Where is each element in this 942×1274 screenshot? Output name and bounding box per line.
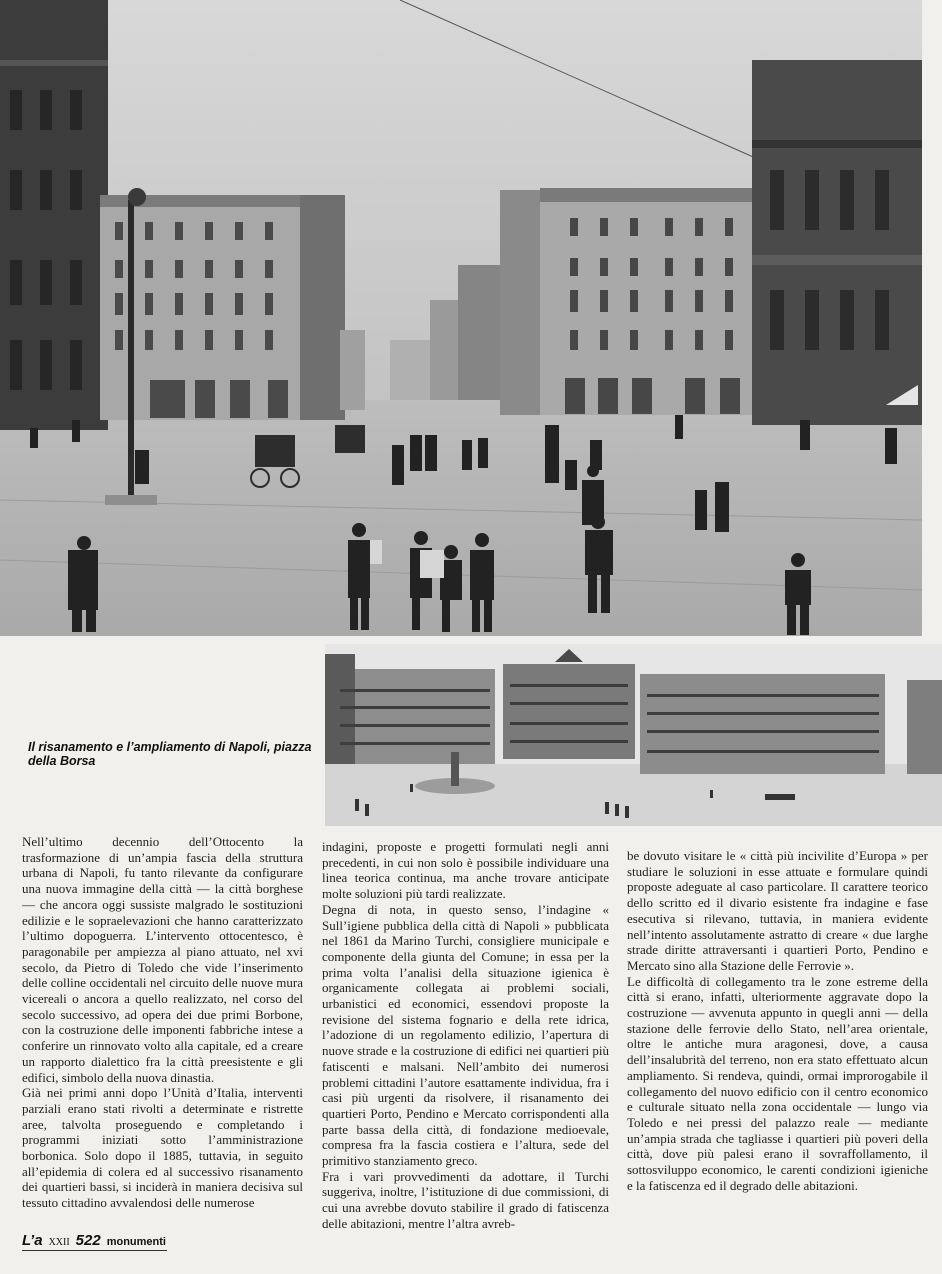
photo-caption: Il risanamento e l’ampliamento di Napoli, piazza della Borsa [28, 740, 312, 768]
page-footer [22, 1232, 302, 1249]
page-number: 522 [75, 1232, 101, 1249]
footer-divider [22, 1250, 167, 1251]
volume-number: XXII [48, 1237, 70, 1248]
magazine-section: monumenti [106, 1236, 166, 1248]
text-column-3: be dovuto visitare le « città più incivilite d’Europa » per studiare le soluzioni in esse attuate e formulare quindi proposte adeguate al caso particolare. Il carattere teorico dello scritto ed il divario esistente fra indagine e fase esecutiva si rilevano, tuttavia, in maniera evidente nell’intento assolutamente astratto di creare « due larghe strade diritte attraversanti i quartieri Porto, Pendino e Mercato sino alla Stazione delle Ferrovie ». Le difficoltà di collegamento tra le zone estreme della città si erano, infatti, ulteriormente aggravate dopo la costruzione — avvenuta appunto in quegli anni — della stazione delle ferrovie dello Stato, nell’area orientale, oltre le antiche mura aragonesi, dove, a causa dell’insalubrità del terreno, non era stato effettuato alcun ampliamento. Si rendeva, quindi, ormai improrogabile il collegamento del nuovo edificio con il centro economico e culturale situato nella zona occidentale — lungo via Toledo e nei pressi del palazzo reale — mediante un’ampia strada che tagliasse i quartieri più poveri della città, dove più palesi erano il sovraffollamento, il sottosviluppo economico, le carenti condizioni igieniche e la fatiscenza ed il degrado delle abitazioni. [627, 848, 928, 1193]
borsa-panorama-photo [325, 644, 942, 826]
piazza-borsa-photo [0, 0, 922, 636]
text-column-2: indagini, proposte e progetti formulati negli anni precedenti, in cui non solo è possibile individuare una linea teorica continua, ma anche trovare anticipate molte soluzioni più tardi realizzate. Degna di nota, in questo senso, l’indagine « Sull’igiene pubblica della città di Napoli » pubblicata nel 1861 da Marino Turchi, consigliere municipale e componente della giunta del Comune; in essa per la prima volta l’analisi della situazione igienica è organicamente collegata ai problemi sociali, urbanistici ed economici, essendovi proposte la revisione del sistema fognario e della rete idrica, l’adozione di un regolamento edilizio, l’apertura di nuove strade e la costruzione di edifici nei quartieri più fatiscenti e malsani. Nell’ambito dei numerosi problemi cittadini l’autore esattamente individua, fra i casi più urgenti da risolvere, il risanamento dei quartieri Porto, Pendino e Mercato corrispondenti alla parte bassa della città, di fondazione medioevale, compresa fra la fascia costiera e l’altura, sede del primitivo stanziamento greco. Fra i vari provvedimenti da adottare, il Turchi suggeriva, inoltre, l’istituzione di due commissioni, di cui una avrebbe dovuto stabilire il grado di fatiscenza delle abitazioni, mentre l’altra avreb- [322, 839, 609, 1231]
text-column-1: Nell’ultimo decennio dell’Ottocento la trasformazione di un’ampia fascia della struttura urbana di Napoli, fu tanto rilevante da configurare una nuova immagine della città — la città borghese — che ancora oggi sussiste malgrado le sostituzioni edilizie e le sopraelevazioni che hanno caratterizzato l’ultimo dopoguerra. L’intervento ottocentesco, è paragonabile per ampiezza al piano attuato, nel xvi secolo, da Pietro di Toledo che vide l’inserimento delle colline occidentali nel circuito delle nuove mura vicereali o ancora a quello realizzato, nel corso del secolo successivo, ad opera dei due primi Borbone, con la costruzione delle imponenti fabbriche intese a conferire un rinnovato volto alla capitale, ed a creare un rapporto dialettico fra la città preesistente e gli edifici, simbolo della nuova dinastia. Già nei primi anni dopo l’Unità d’Italia, interventi parziali erano stati rivolti a determinate e ristrette aree, talvolta proseguendo e completando i programmi iniziati sotto l’amministrazione borbonica. Solo dopo il 1885, tuttavia, in seguito all’epidemia di colera ed al successivo risanamento dei quartieri bassi, si inciderà in maniera decisiva sul tessuto cittadino avvalendosi delle numerose [22, 834, 303, 1211]
magazine-logo: L’a [22, 1232, 43, 1249]
